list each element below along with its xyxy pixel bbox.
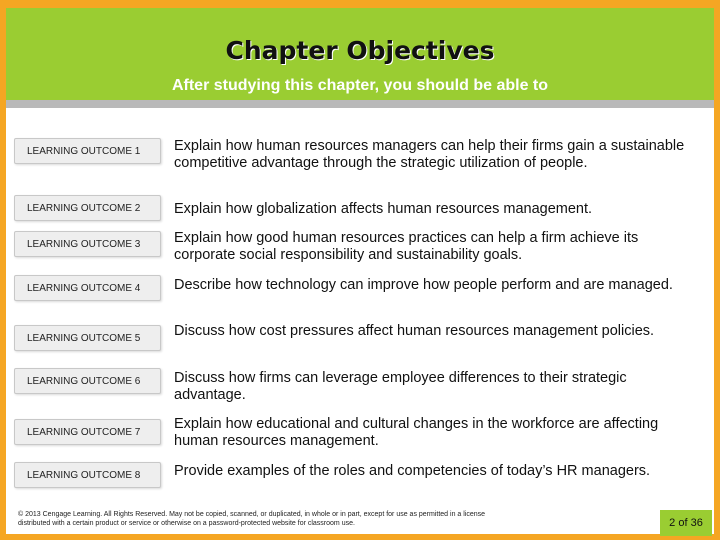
- outcome-text: Explain how educational and cultural changes in the workforce are affecting human resources management.: [174, 416, 659, 449]
- slide-subtitle: After studying this chapter, you should be able to: [171, 77, 549, 94]
- top-border: [0, 0, 720, 8]
- slide-title: Chapter Objectives: [225, 36, 495, 65]
- outcome-badge: LEARNING OUTCOME 4: [14, 275, 161, 301]
- outcome-text: Explain how human resources managers can help their firms gain a sustainable competitive advantage through the strategic utilization of people.: [174, 138, 685, 171]
- outcome-badge: LEARNING OUTCOME 2: [14, 195, 161, 221]
- page-number: 2 of 36: [660, 510, 712, 536]
- outcome-badge: LEARNING OUTCOME 7: [14, 419, 161, 445]
- header-divider: [6, 100, 714, 108]
- outcome-badge: LEARNING OUTCOME 1: [14, 138, 161, 164]
- outcome-text: Describe how technology can improve how people perform and are managed.: [174, 277, 673, 293]
- outcome-badge: LEARNING OUTCOME 3: [14, 231, 161, 257]
- slide-header: [6, 8, 714, 100]
- outcome-text: Discuss how firms can leverage employee differences to their strategic advantage.: [174, 370, 627, 403]
- outcome-text: Provide examples of the roles and competencies of today’s HR managers.: [174, 463, 651, 479]
- copyright-notice: © 2013 Cengage Learning. All Rights Reserved. May not be copied, scanned, or duplicated, in whole or in part, except for use as permitted in a license distributed with a certain product or service or otherwise on a password-protected website for classroom use.: [18, 511, 486, 527]
- right-border: [714, 0, 720, 540]
- bottom-border: [0, 534, 720, 540]
- outcome-text: Explain how good human resources practices can help a firm achieve its corporate social responsibility and sustainability goals.: [174, 230, 639, 263]
- outcome-badge: LEARNING OUTCOME 8: [14, 462, 161, 488]
- outcome-text: Explain how globalization affects human resources management.: [174, 201, 593, 217]
- outcome-text: Discuss how cost pressures affect human resources management policies.: [174, 323, 655, 339]
- outcome-badge: LEARNING OUTCOME 5: [14, 325, 161, 351]
- outcome-badge: LEARNING OUTCOME 6: [14, 368, 161, 394]
